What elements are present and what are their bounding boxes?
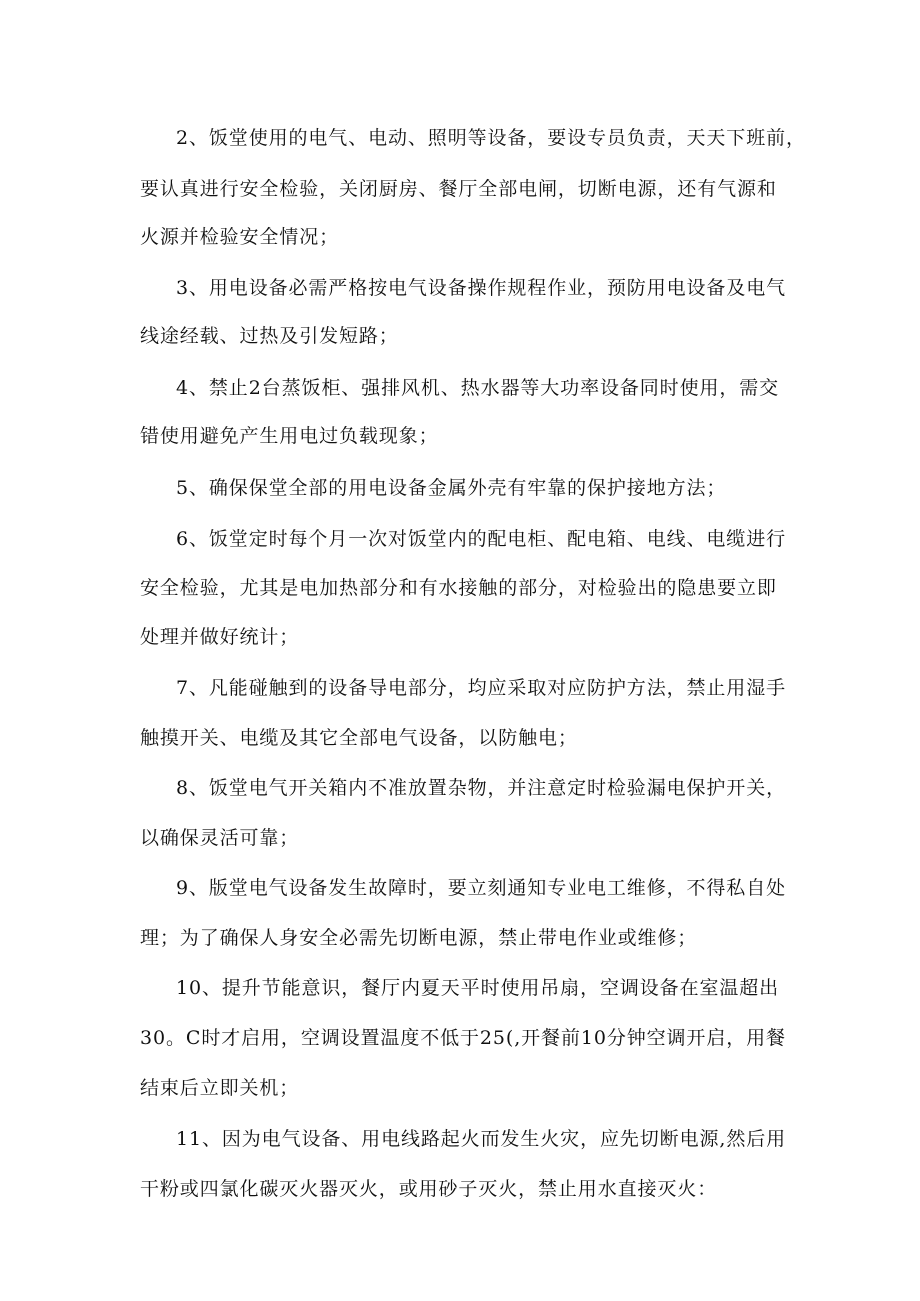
text-line: 8、饭堂电气开关箱内不准放置杂物，并注意定时检验漏电保护开关，: [176, 777, 786, 799]
text-line: 火源并检验安全情况；: [140, 226, 340, 248]
text-line: 安全检验，尤其是电加热部分和有水接触的部分，对检验出的隐患要立即: [140, 577, 777, 599]
text-line: 线途经载、过热及引发短路；: [140, 325, 399, 347]
text-line: 9、版堂电气设备发生故障时，要立刻通知专业电工维修，不得私自处: [176, 877, 786, 899]
text-line: 理；为了确保人身安全必需先切断电源，禁止带电作业或维修；: [140, 927, 698, 949]
text-line: 10、提升节能意识，餐厅内夏天平时使用吊扇，空调设备在室温超出: [176, 977, 780, 999]
text-line: 5、确保保堂全部的用电设备金属外壳有牢靠的保护接地方法；: [176, 477, 727, 499]
text-line: 干粉或四氯化碳灭火器灭火，或用砂子灭火，禁止用水直接灭火：: [140, 1178, 718, 1200]
text-line: 要认真进行安全检验，关闭厨房、餐厅全部电闸，切断电源，还有气源和: [140, 178, 777, 200]
text-line: 结束后立即关机；: [140, 1077, 300, 1099]
text-line: 11、因为电气设备、用电线路起火而发生火灾，应先切断电源,然后用: [176, 1128, 787, 1150]
text-line: 以确保灵活可靠；: [140, 827, 300, 849]
text-line: 错使用避免产生用电过负载现象；: [140, 425, 439, 447]
text-line: 6、饭堂定时每个月一次对饭堂内的配电柜、配电箱、电线、电缆进行: [176, 528, 786, 550]
text-line: 3、用电设备必需严格按电气设备操作规程作业，预防用电设备及电气: [176, 277, 786, 299]
text-line: 7、凡能碰触到的设备导电部分，均应采取对应防护方法，禁止用湿手: [176, 677, 786, 699]
text-line: 触摸开关、电缆及其它全部电气设备，以防触电；: [140, 727, 578, 749]
text-line: 处理并做好统计；: [140, 626, 300, 648]
text-line: 2、饭堂使用的电气、电动、照明等设备，要设专员负责，天天下班前，: [176, 127, 806, 149]
text-line: 4、禁止2台蒸饭柜、强排风机、热水器等大功率设备同时使用，需交: [176, 377, 780, 399]
text-line: 30。C时才启用，空调设置温度不低于25(,开餐前10分钟空调开启，用餐: [140, 1027, 786, 1049]
